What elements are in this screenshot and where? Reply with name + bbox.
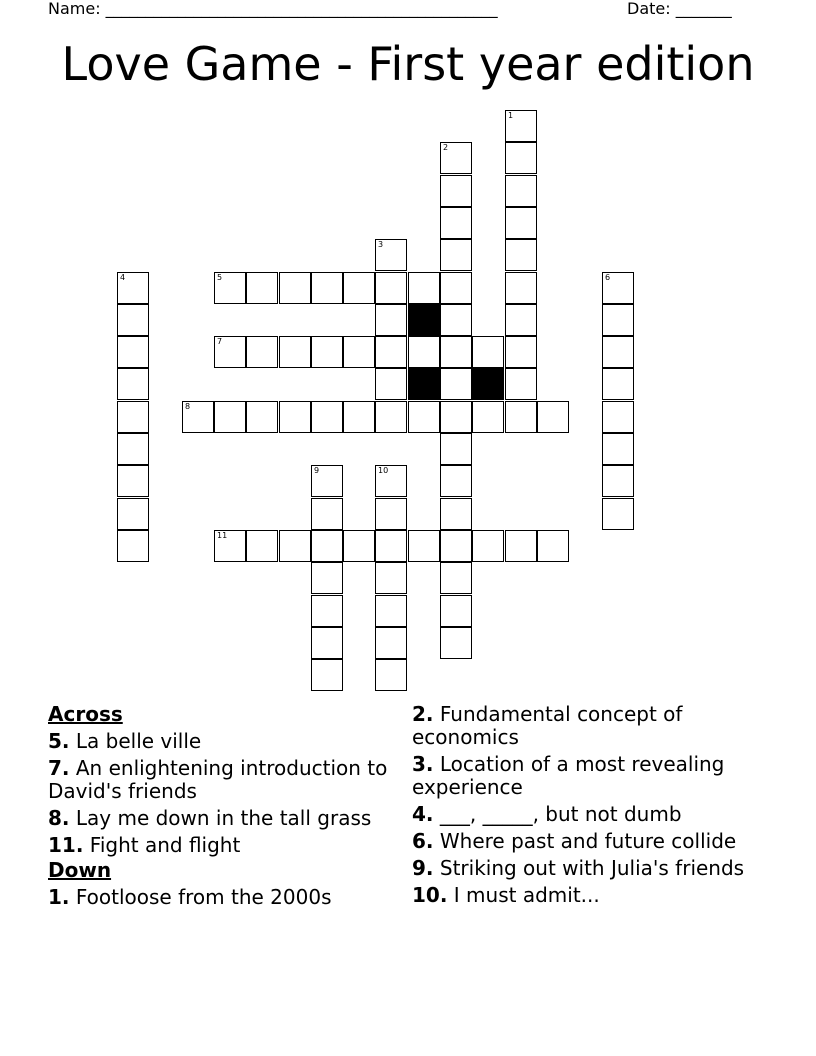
grid-cell[interactable] [246,401,278,433]
grid-cell[interactable] [505,272,537,304]
grid-cell[interactable] [343,401,375,433]
grid-cell[interactable] [214,401,246,433]
grid-cell[interactable] [375,368,407,400]
grid-cell[interactable] [375,498,407,530]
grid-cell[interactable] [311,465,343,497]
grid-cell[interactable] [602,401,634,433]
grid-cell[interactable] [408,336,440,368]
grid-cell[interactable] [440,627,472,659]
grid-cell[interactable] [408,272,440,304]
grid-cell[interactable] [311,595,343,627]
cell-number: 1 [508,111,514,120]
grid-cell[interactable] [602,272,634,304]
clue-down-4: 4. ___, _____, but not dumb [412,802,682,826]
cell-number: 8 [185,402,191,411]
grid-cell[interactable] [311,562,343,594]
grid-cell[interactable] [602,368,634,400]
cell-number: 7 [217,337,223,346]
grid-cell[interactable] [375,304,407,336]
grid-cell[interactable] [440,595,472,627]
grid-cell[interactable] [375,595,407,627]
grid-cell[interactable] [279,530,311,562]
grid-cell[interactable] [440,336,472,368]
cell-number: 3 [378,240,384,249]
grid-cell[interactable] [505,368,537,400]
grid-cell[interactable] [343,336,375,368]
clue-down-6: 6. Where past and future collide [412,829,737,853]
grid-cell[interactable] [505,175,537,207]
grid-cell[interactable] [311,498,343,530]
grid-cell[interactable] [343,272,375,304]
grid-cell[interactable] [505,304,537,336]
black-cell [472,368,504,400]
grid-cell[interactable] [440,530,472,562]
grid-cell[interactable] [602,304,634,336]
grid-cell[interactable] [375,659,407,691]
grid-cell[interactable] [311,336,343,368]
grid-cell[interactable] [182,401,214,433]
grid-cell[interactable] [505,239,537,271]
grid-cell[interactable] [311,272,343,304]
clues-right-column [412,703,757,911]
grid-cell[interactable] [505,142,537,174]
grid-cell[interactable] [505,110,537,142]
page-title: Love Game - First year edition [61,37,755,91]
grid-cell[interactable] [472,336,504,368]
grid-cell[interactable] [117,433,149,465]
grid-cell[interactable] [279,401,311,433]
date-field-label[interactable]: Date: _______ [627,0,732,18]
cell-number: 6 [605,273,611,282]
grid-cell[interactable] [440,142,472,174]
clue-down-1: 1. Footloose from the 2000s [48,885,332,909]
grid-cell[interactable] [117,530,149,562]
grid-cell[interactable] [375,530,407,562]
grid-cell[interactable] [279,272,311,304]
grid-cell[interactable] [440,368,472,400]
grid-cell[interactable] [375,272,407,304]
down-heading: Down [48,858,112,882]
grid-cell[interactable] [375,336,407,368]
cell-number: 9 [314,466,320,475]
grid-cell[interactable] [117,401,149,433]
clue-across-5: 5. La belle ville [48,729,202,753]
grid-cell[interactable] [440,401,472,433]
clue-down-9: 9. Striking out with Julia's friends [412,856,745,880]
grid-cell[interactable] [375,239,407,271]
grid-cell[interactable] [602,465,634,497]
grid-cell[interactable] [246,272,278,304]
grid-cell[interactable] [505,336,537,368]
clue-down-3: 3. Location of a most revealing experience [412,752,725,799]
grid-cell[interactable] [537,530,569,562]
grid-cell[interactable] [440,207,472,239]
cell-number: 5 [217,273,223,282]
grid-cell[interactable] [440,562,472,594]
grid-cell[interactable] [375,627,407,659]
grid-cell[interactable] [117,465,149,497]
grid-cell[interactable] [117,272,149,304]
grid-cell[interactable] [602,433,634,465]
grid-cell[interactable] [117,336,149,368]
grid-cell[interactable] [214,272,246,304]
grid-cell[interactable] [408,401,440,433]
grid-cell[interactable] [117,368,149,400]
grid-cell[interactable] [505,530,537,562]
cell-number: 2 [443,143,449,152]
grid-cell[interactable] [117,498,149,530]
grid-cell[interactable] [311,530,343,562]
grid-cell[interactable] [602,336,634,368]
cell-number: 4 [120,273,126,282]
grid-cell[interactable] [214,336,246,368]
across-heading: Across [48,702,123,726]
grid-cell[interactable] [440,465,472,497]
grid-cell[interactable] [214,530,246,562]
grid-cell[interactable] [440,175,472,207]
grid-cell[interactable] [375,562,407,594]
grid-cell[interactable] [311,627,343,659]
grid-cell[interactable] [343,530,375,562]
clue-down-2: 2. Fundamental concept of economics [412,702,683,749]
grid-cell[interactable] [602,498,634,530]
grid-cell[interactable] [408,530,440,562]
name-field-label[interactable]: Name: _________________________________________________ [48,0,498,18]
grid-cell[interactable] [311,659,343,691]
grid-cell[interactable] [440,272,472,304]
grid-cell[interactable] [472,530,504,562]
clue-across-7: 7. An enlightening introduction to David's friends [48,756,388,803]
grid-cell[interactable] [440,498,472,530]
grid-cell[interactable] [279,336,311,368]
grid-cell[interactable] [505,207,537,239]
grid-cell[interactable] [505,401,537,433]
grid-cell[interactable] [117,304,149,336]
clue-across-11: 11. Fight and flight [48,833,241,857]
cell-number: 11 [217,531,228,540]
clue-down-10: 10. I must admit... [412,883,600,907]
grid-cell[interactable] [246,530,278,562]
cell-number: 10 [378,466,389,475]
black-cell [408,368,440,400]
grid-cell[interactable] [311,401,343,433]
grid-cell[interactable] [375,465,407,497]
grid-cell[interactable] [537,401,569,433]
clues-left-column [48,703,393,913]
clue-across-8: 8. Lay me down in the tall grass [48,806,372,830]
black-cell [408,304,440,336]
grid-cell[interactable] [440,239,472,271]
grid-cell[interactable] [246,336,278,368]
grid-cell[interactable] [375,401,407,433]
grid-cell[interactable] [440,304,472,336]
grid-cell[interactable] [440,433,472,465]
grid-cell[interactable] [472,401,504,433]
